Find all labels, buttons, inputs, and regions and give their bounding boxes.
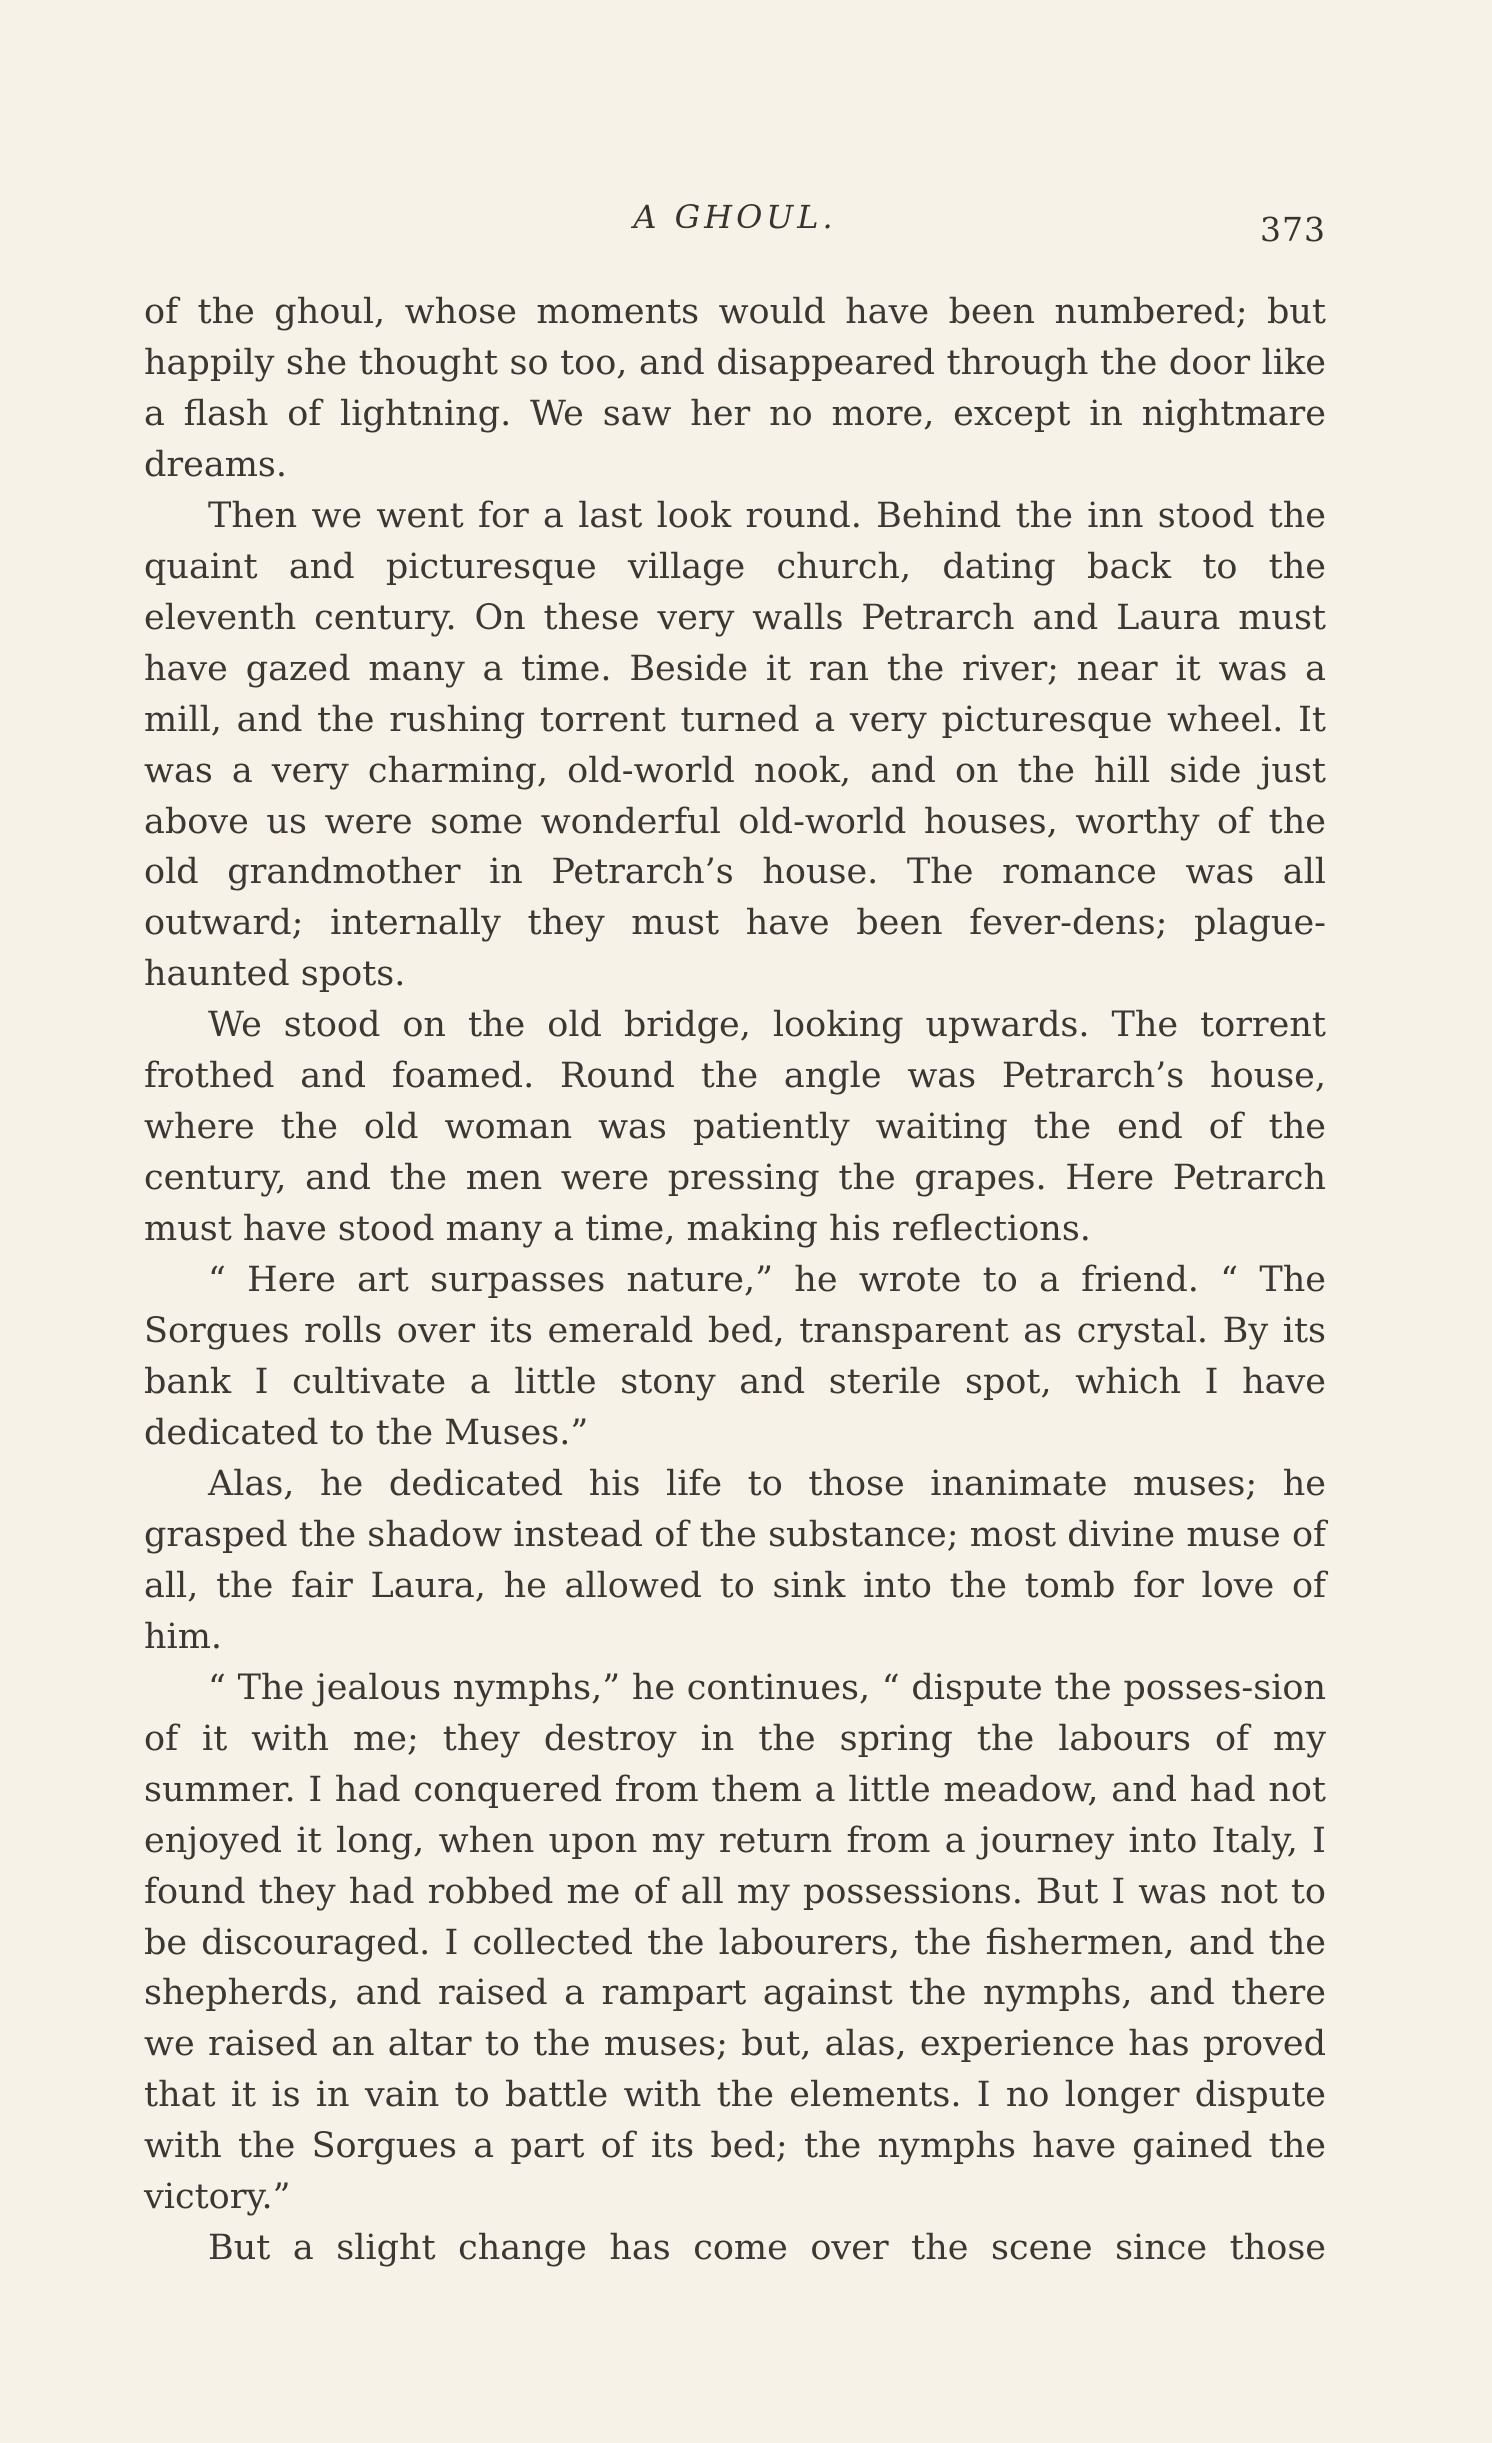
paragraph-5: Alas, he dedicated his life to those inanimate muses; he grasped the shadow instead of the substance; most divine muse of all, the fair Laura, he allowed to sink into the tomb for love of him. bbox=[144, 1463, 1326, 1657]
page-title: A GHOUL. bbox=[633, 198, 837, 236]
paragraph-7: But a slight change has come over the scene since those bbox=[208, 2228, 1326, 2269]
paragraph-6: “ The jealous nymphs,” he continues, “ dispute the posses-sion of it with me; they destroy in the spring the labours of my summer. I had conquered from them a little meadow, and had not enjoyed it long, when upon my return from a journey into Italy, I found they had robbed me of all my possessions. But I was not to be discouraged. I collected the labourers, the fishermen, and the shepherds, and raised a rampart against the nymphs, and there we raised an altar to the muses; but, alas, experience has proved that it is in vain to battle with the elements. I no longer dispute with the Sorgues a part of its bed; the nymphs have gained the victory.” bbox=[144, 1667, 1326, 2218]
paragraph-1: of the ghoul, whose moments would have been numbered; but happily she thought so too, and disappeared through the door like a flash of lightning. We saw her no more, except in nightmare dreams. bbox=[144, 292, 1326, 485]
paragraph-3: We stood on the old bridge, looking upwards. The torrent frothed and foamed. Round the angle was Petrarch’s house, where the old woman was patiently waiting the end of the century, and the men were pressing the grapes. Here Petrarch must have stood many a time, making his reflections. bbox=[144, 1005, 1326, 1250]
paragraph-2: Then we went for a last look round. Behind the inn stood the quaint and picturesque village church, dating back to the eleventh century. On these very walls Petrarch and Laura must have gazed many a time. Beside it ran the river; near it was a mill, and the rushing torrent turned a very picturesque wheel. It was a very charming, old-world nook, and on the hill side just above us were some wonderful old-world houses, worthy of the old grandmother in Petrarch’s house. The romance was all outward; internally they must have been fever-dens; plague-haunted spots. bbox=[144, 495, 1326, 995]
body-text bbox=[144, 287, 1326, 2274]
running-head bbox=[144, 198, 1326, 248]
page-number: 373 bbox=[1260, 210, 1326, 249]
paragraph-4: “ Here art surpasses nature,” he wrote to a friend. “ The Sorgues rolls over its emerald bed, transparent as crystal. By its bank I cultivate a little stony and sterile spot, which I have dedicated to the Muses.” bbox=[144, 1260, 1326, 1453]
